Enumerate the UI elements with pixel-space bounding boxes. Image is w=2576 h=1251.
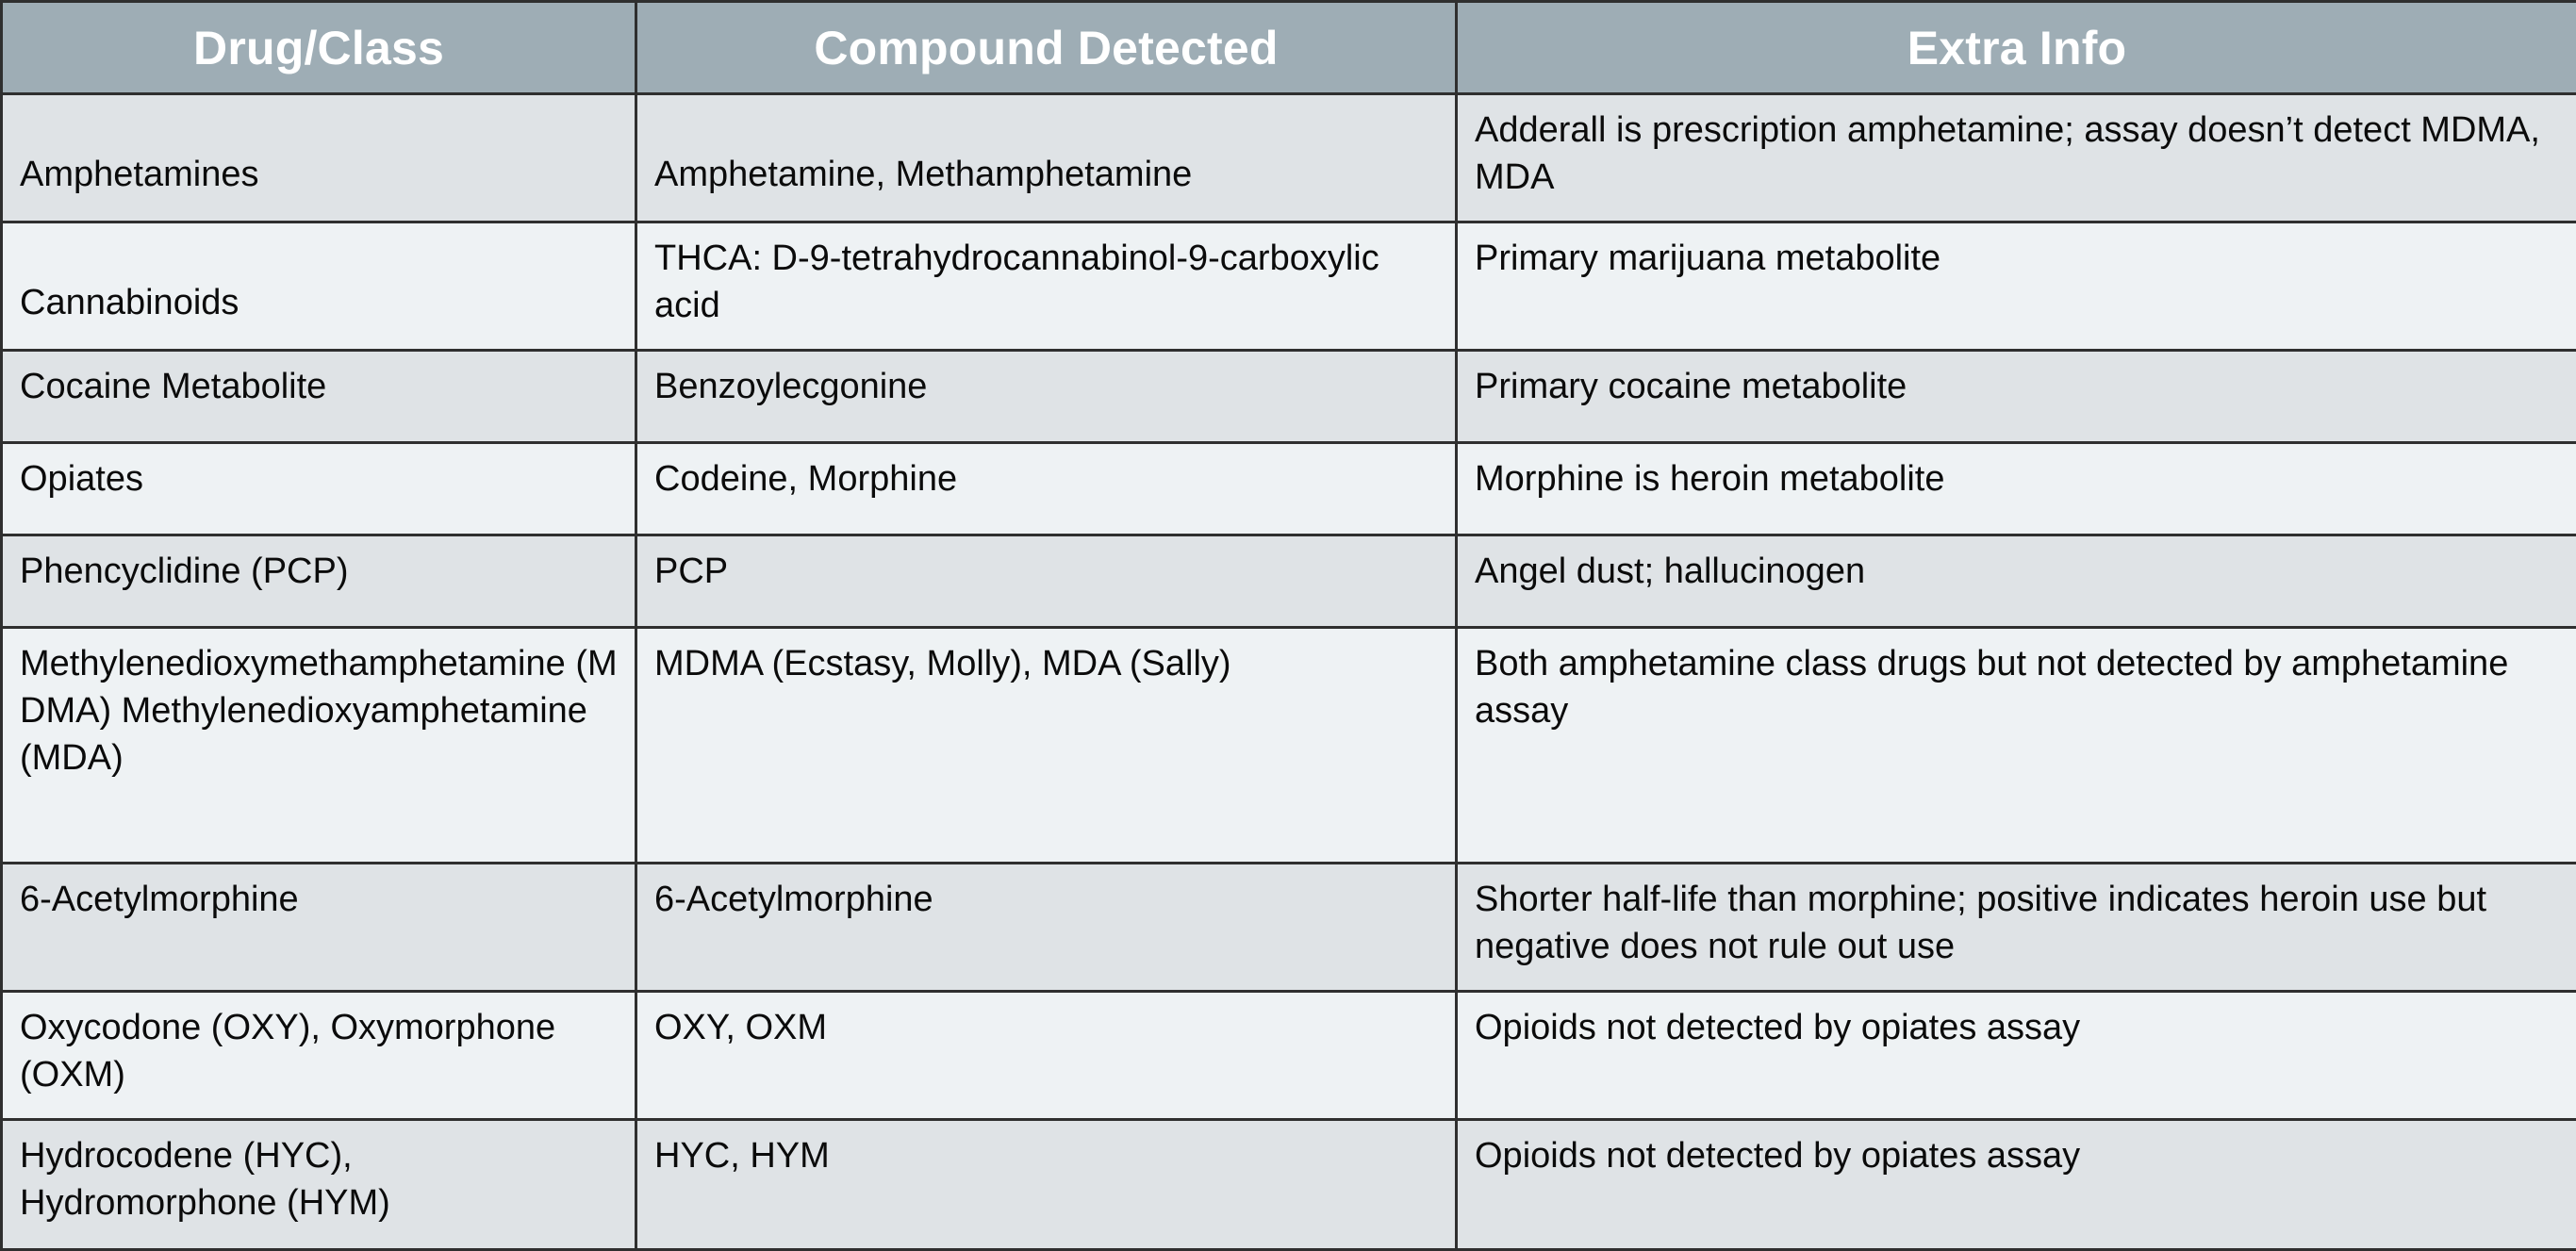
- drug-class-cell: Hydrocodene (HYC), Hydromorphone (HYM): [2, 1120, 636, 1250]
- drug-class-cell: Methylenedioxymethamphetamine (MDMA) Methylenedioxyamphetamine (MDA): [2, 628, 636, 864]
- extra-info-cell: Primary cocaine metabolite: [1457, 351, 2576, 443]
- header-row: [2, 2, 2576, 94]
- drug-class-cell: Amphetamines: [2, 94, 636, 222]
- header-extra-info: Extra Info: [1457, 2, 2576, 94]
- compound-cell: MDMA (Ecstasy, Molly), MDA (Sally): [636, 628, 1457, 864]
- extra-info-cell: Morphine is heroin metabolite: [1457, 443, 2576, 535]
- drug-class-cell: Cocaine Metabolite: [2, 351, 636, 443]
- table-row: [2, 992, 2576, 1120]
- compound-cell: OXY, OXM: [636, 992, 1457, 1120]
- drug-class-cell: Oxycodone (OXY), Oxymorphone (OXM): [2, 992, 636, 1120]
- table-row: [2, 443, 2576, 535]
- drug-class-cell: Opiates: [2, 443, 636, 535]
- compound-cell: Benzoylecgonine: [636, 351, 1457, 443]
- extra-info-cell: Opioids not detected by opiates assay: [1457, 992, 2576, 1120]
- extra-info-cell: Angel dust; hallucinogen: [1457, 535, 2576, 628]
- header-compound-detected: Compound Detected: [636, 2, 1457, 94]
- compound-cell: PCP: [636, 535, 1457, 628]
- drug-class-cell: Cannabinoids: [2, 222, 636, 351]
- compound-cell: 6-Acetylmorphine: [636, 864, 1457, 992]
- table-row: [2, 535, 2576, 628]
- table-row: [2, 94, 2576, 222]
- drug-class-cell: Phencyclidine (PCP): [2, 535, 636, 628]
- extra-info-cell: Opioids not detected by opiates assay: [1457, 1120, 2576, 1250]
- compound-cell: Codeine, Morphine: [636, 443, 1457, 535]
- table-row: [2, 864, 2576, 992]
- extra-info-cell: Shorter half-life than morphine; positive indicates heroin use but negative does not rule out use: [1457, 864, 2576, 992]
- compound-cell: HYC, HYM: [636, 1120, 1457, 1250]
- extra-info-cell: Primary marijuana metabolite: [1457, 222, 2576, 351]
- header-drug-class: Drug/Class: [2, 2, 636, 94]
- extra-info-cell: Both amphetamine class drugs but not detected by amphetamine assay: [1457, 628, 2576, 864]
- table-row: [2, 628, 2576, 864]
- compound-cell: Amphetamine, Methamphetamine: [636, 94, 1457, 222]
- extra-info-cell: Adderall is prescription amphetamine; assay doesn’t detect MDMA, MDA: [1457, 94, 2576, 222]
- table-row: [2, 351, 2576, 443]
- compound-cell: THCA: D-9-tetrahydrocannabinol-9-carboxylic acid: [636, 222, 1457, 351]
- table-row: [2, 222, 2576, 351]
- table-row: [2, 1120, 2576, 1250]
- drug-class-cell: 6-Acetylmorphine: [2, 864, 636, 992]
